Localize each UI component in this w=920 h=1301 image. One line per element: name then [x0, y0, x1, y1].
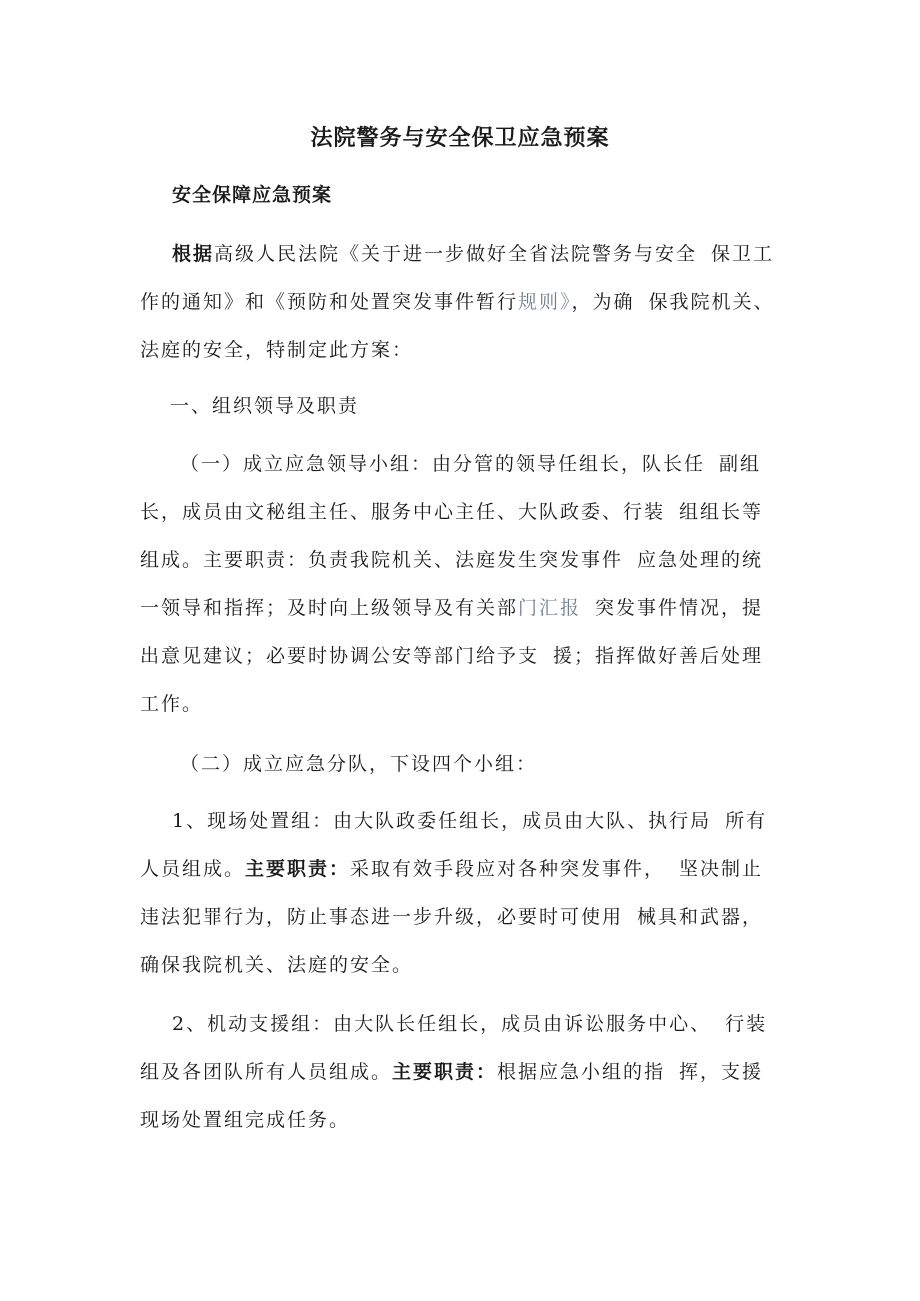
- intro-lead: 根据: [172, 243, 215, 265]
- intro-text: 保我院机关、: [648, 291, 775, 313]
- group2-text: 挥，支援: [679, 1061, 764, 1083]
- item1-text: （一）成立应急领导小组：由分管的领导任组长，队长任: [180, 453, 706, 475]
- item1-text: 组组长等: [679, 501, 764, 523]
- item1-text: 出意见建议；必要时协调公安等部门给予支: [140, 645, 540, 667]
- group2-paragraph: [140, 1000, 800, 1144]
- section1-heading: 一、组织领导及职责: [170, 395, 360, 417]
- intro-text: 作的通知》和《预防和处置突发事件暂行: [140, 291, 519, 313]
- intro-text: 高级人民法院《关于进一步做好全省法院警务与安全: [214, 243, 698, 265]
- intro-text: ，为确: [571, 291, 635, 313]
- group2-text: 行装: [725, 1013, 768, 1035]
- group2-text: 现场处置组完成任务。: [140, 1109, 351, 1131]
- item1-text: 援；指挥做好善后处理: [553, 645, 764, 667]
- item1-text: 工作。: [140, 693, 204, 715]
- group1-text: 所有: [725, 810, 768, 832]
- group2-duty-label: 主要职责：: [392, 1061, 498, 1083]
- item1-text: 应急处理的统: [637, 549, 764, 571]
- item2-heading-block: [140, 740, 800, 788]
- group1-text: 确保我院机关、法庭的安全。: [140, 954, 414, 976]
- group1-text: 人员组成。: [140, 858, 246, 880]
- item1-text: 长，成员由文秘组主任、服务中心主任、大队政委、行装: [140, 501, 666, 523]
- intro-paragraph: [140, 230, 800, 374]
- document-subtitle: 安全保障应急预案: [172, 184, 333, 206]
- item1-text: 组成。主要职责：负责我院机关、法庭发生突发事件: [140, 549, 624, 571]
- intro-text: 法庭的安全，特制定此方案：: [140, 339, 414, 361]
- group2-text: 根据应急小组的指: [497, 1061, 666, 1083]
- group1-text: 械具和武器，: [637, 906, 764, 928]
- intro-text: 保卫工: [711, 243, 775, 265]
- item2-heading: （二）成立应急分队，下设四个小组：: [180, 753, 538, 775]
- group2-text: 组及各团队所有人员组成。: [140, 1061, 393, 1083]
- group2-text: 2、机动支援组：由大队长任组长，成员由诉讼服务中心、: [172, 1013, 712, 1035]
- group1-text: 违法犯罪行为，防止事态进一步升级，必要时可使用: [140, 906, 624, 928]
- item1-text: 突发事件情况，提: [595, 597, 764, 619]
- item1-text: 一领导和指挥；及时向上级领导及有关部: [140, 597, 519, 619]
- group1-text: 采取有效手段应对各种突发事件，: [350, 858, 666, 880]
- section1-heading-block: [140, 382, 800, 430]
- document-title: 法院警务与安全保卫应急预案: [310, 126, 610, 151]
- group1-text: 坚决制止: [679, 858, 764, 880]
- group1-duty-label: 主要职责：: [245, 858, 351, 880]
- group1-paragraph: [140, 797, 800, 989]
- report-link-text: 门汇报: [518, 597, 582, 619]
- item1-paragraph: [140, 440, 800, 728]
- item1-text: 副组: [719, 453, 762, 475]
- rules-link-text: 规则》: [518, 291, 572, 313]
- group1-text: 1、现场处置组：由大队政委任组长，成员由大队、执行局: [172, 810, 712, 832]
